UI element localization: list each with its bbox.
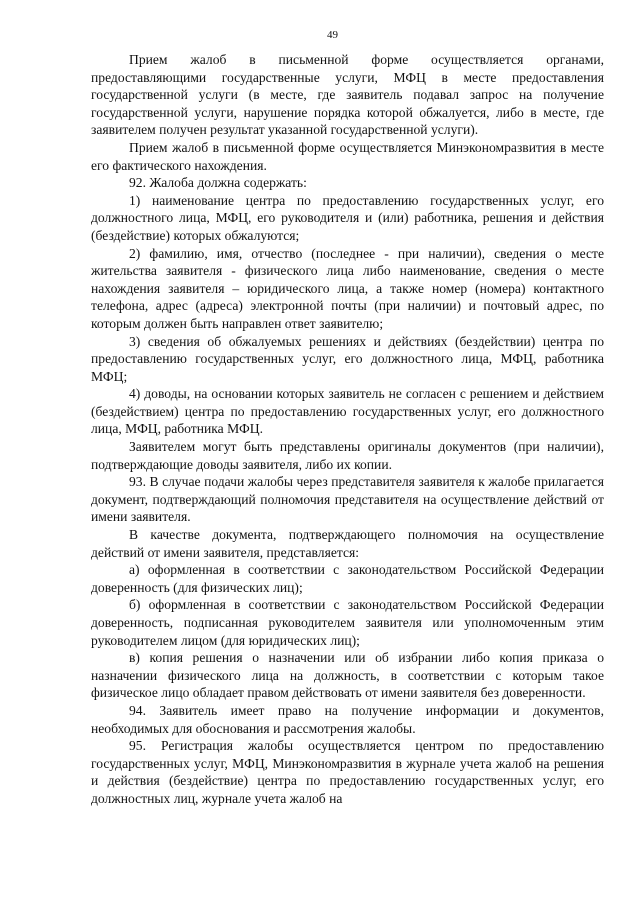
paragraph-92-item-1: 1) наименование центра по предоставлению государственных услуг, его должностного лица, МФЦ, его руководителя и (или) работника, решения и действия (бездействие) которых обжалуются;	[91, 192, 604, 243]
paragraph-93-item-a: а) оформленная в соответствии с законодательством Российской Федерации доверенность (для физических лиц);	[91, 562, 604, 595]
paragraph-92-item-4: 4) доводы, на основании которых заявитель не согласен с решением и действием (бездействием) центра по предоставлению государственных услуг, его должностного лица, МФЦ, работника МФЦ.	[91, 386, 604, 437]
paragraph-92-item-3: 3) сведения об обжалуемых решениях и действиях (бездействии) центра по предоставлению государственных услуг, его должностного лица, МФЦ, работника МФЦ;	[91, 333, 604, 384]
document-body	[91, 51, 604, 808]
paragraph-93-item-v: в) копия решения о назначении или об избрании либо копия приказа о назначении физического лица на должность, в соответствии с которым такое физическое лицо обладает правом действовать от имени заявителя без доверенности.	[91, 650, 604, 701]
paragraph-95: 95. Регистрация жалобы осуществляется центром по предоставлению государственных услуг, МФЦ, Минэкономразвития в журнале учета жалоб на решения и действия (бездействие) центра по предоставлению государственных услуг, его должностных лиц, журнале учета жалоб на	[91, 738, 604, 806]
paragraph-originals-documents: Заявителем могут быть представлены оригиналы документов (при наличии), подтверждающие доводы заявителя, либо их копии.	[91, 439, 604, 472]
paragraph-94: 94. Заявитель имеет право на получение информации и документов, необходимых для обоснования и рассмотрения жалобы.	[91, 702, 604, 736]
paragraph-complaint-reception-ministry: Прием жалоб в письменной форме осуществляется Минэкономразвития в месте его фактического нахождения.	[91, 139, 604, 173]
paragraph-92-item-2: 2) фамилию, имя, отчество (последнее - при наличии), сведения о месте жительства заявителя - физического лица либо наименование, сведения о месте нахождения заявителя – юридического лица, а также номер (номера) контактного телефона, адрес (адреса) электронной почты (при наличии) и почтовый адрес, по которым должен быть направлен ответ заявителю;	[91, 245, 604, 331]
paragraph-complaint-reception-places: Прием жалоб в письменной форме осуществляется органами, предоставляющими государственные услуги, МФЦ в месте предоставления государственной услуги (в месте, где заявитель подавал запрос на получение государственной услуги, нарушение порядка которой обжалуется, либо в месте, где заявителем получен результат указанной государственной услуги).	[91, 52, 604, 138]
paragraph-93: 93. В случае подачи жалобы через представителя заявителя к жалобе прилагается документ, подтверждающий полномочия представителя на осуществление действий от имени заявителя.	[91, 474, 604, 525]
page-number: 49	[327, 29, 338, 41]
paragraph-92-heading: 92. Жалоба должна содержать:	[129, 175, 307, 191]
paragraph-93-item-b: б) оформленная в соответствии с законодательством Российской Федерации доверенность, подписанная руководителем заявителя или уполномоченным этим руководителем лицом (для юридических лиц);	[91, 597, 604, 648]
paragraph-93-document-types: В качестве документа, подтверждающего полномочия на осуществление действий от имени заявителя, представляется:	[91, 527, 604, 560]
